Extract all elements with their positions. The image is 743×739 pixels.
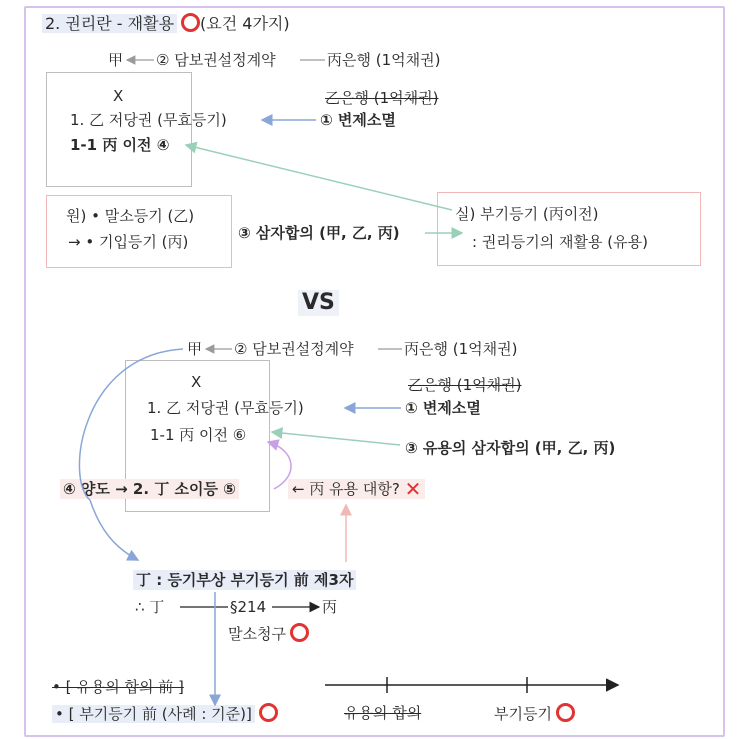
- top-contract-label: ② 담보권설정계약: [156, 51, 276, 69]
- top-left-box-line1: 원) • 말소등기 (乙): [66, 207, 195, 225]
- bottom-byeong-bank: 丙은행 (1억채권): [404, 340, 518, 358]
- target-label: 丙: [322, 598, 338, 616]
- bottom-gap-label: 甲: [187, 340, 203, 358]
- top-box-x: X: [113, 87, 124, 105]
- timeline-item2-text: • [ 부기등기 前 (사례 : 기준)]: [52, 705, 255, 723]
- cancel-claim-text: 말소청구: [228, 625, 286, 643]
- oppose-text: ← 丙 유용 대항?: [292, 480, 400, 498]
- therefore-label: ∴ 丁: [135, 598, 165, 616]
- bottom-repay-label: ① 변제소멸: [405, 399, 481, 417]
- transfer-label: ④ 양도 → 2. 丁 소이등 ⑤: [60, 479, 239, 499]
- timeline-item1: • [ 유용의 합의 前 ]: [52, 678, 184, 696]
- title-prefix: 2. 권리란 - 재활용: [42, 14, 177, 33]
- top-gap-label: 甲: [108, 51, 124, 69]
- transfer-curve-top: [79, 349, 183, 500]
- top-eul-bank: 乙은행 (1억채권): [325, 89, 439, 107]
- top-right-box-line1: 실) 부기등기 (丙이전): [455, 205, 599, 223]
- bottom-box-line2: 1-1 丙 이전 ⑥: [150, 426, 247, 444]
- top-right-box-line2: : 권리등기의 재활용 (유용): [472, 233, 648, 251]
- title-suffix: (요건 4가지): [200, 14, 290, 33]
- bottom-agreement-arrow: [272, 432, 400, 445]
- bottom-box-x: X: [191, 373, 202, 391]
- top-agreement-label: ③ 삼자합의 (甲, 乙, 丙): [238, 224, 400, 242]
- timeline-label2-text: 부기등기: [494, 705, 552, 723]
- top-box-line2: 1-1 丙 이전 ④: [70, 136, 170, 154]
- top-left-box-line2: → • 기입등기 (丙): [68, 233, 189, 251]
- third-party-label: 丁 : 등기부상 부기등기 前 제3자: [133, 570, 356, 590]
- top-box-line1: 1. 乙 저당권 (무효등기): [70, 111, 227, 129]
- timeline-label1: 유용의 합의: [344, 704, 422, 722]
- bottom-box-line1: 1. 乙 저당권 (무효등기): [147, 399, 304, 417]
- bottom-agreement-label: ③ 유용의 삼자합의 (甲, 乙, 丙): [405, 439, 616, 457]
- transfer-curve-bottom: [90, 500, 138, 560]
- cross-mark-icon: ✕: [404, 477, 422, 501]
- top-byeong-bank: 丙은행 (1억채권): [327, 51, 441, 69]
- registration-curve-arrow: [268, 442, 291, 489]
- statute-label: §214: [230, 598, 267, 616]
- bottom-eul-bank: 乙은행 (1억채권): [408, 376, 522, 394]
- top-transfer-arrow: [186, 145, 452, 210]
- vs-label: VS: [298, 290, 339, 316]
- bottom-contract-label: ② 담보권설정계약: [234, 340, 354, 358]
- top-repay-label: ① 변제소멸: [320, 111, 396, 129]
